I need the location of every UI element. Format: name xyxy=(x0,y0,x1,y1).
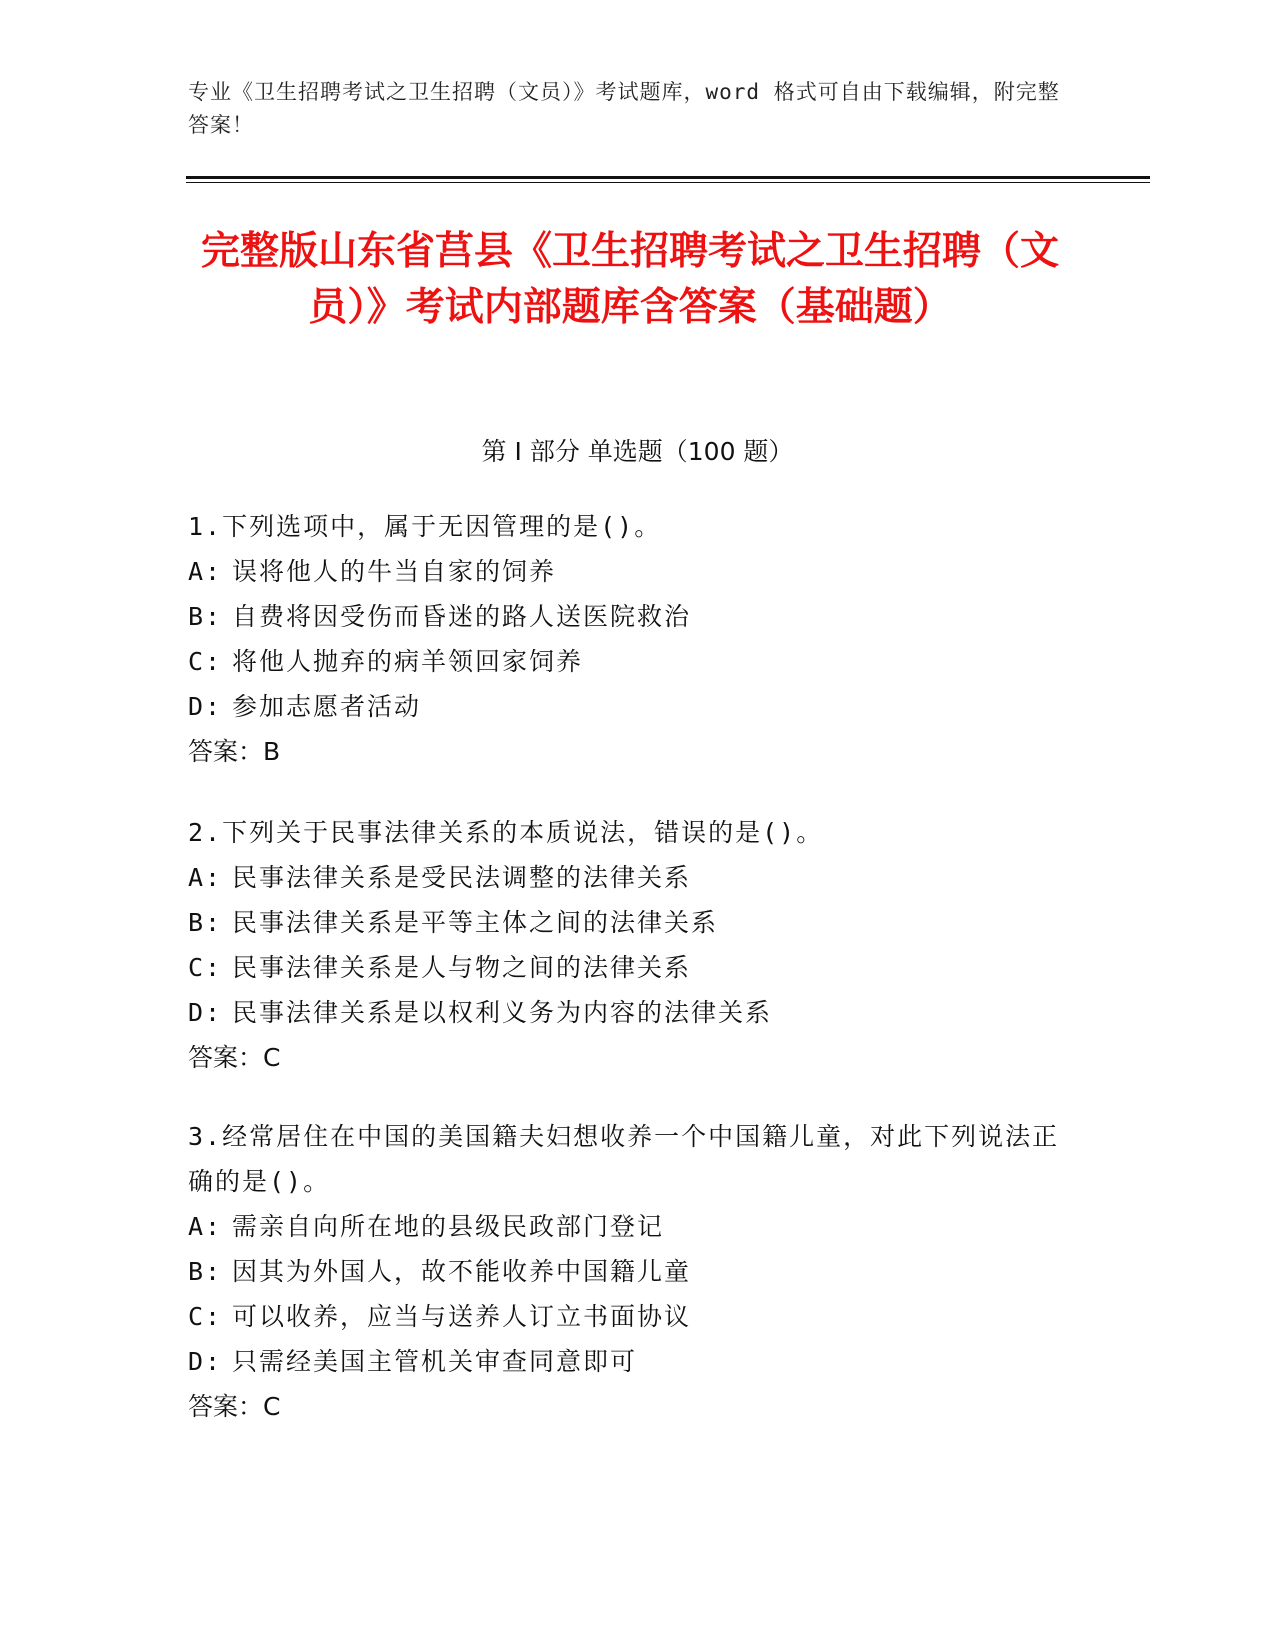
question-1 xyxy=(188,504,1068,774)
option-b xyxy=(188,594,1068,639)
option-text: 因其为外国人，故不能收养中国籍儿童 xyxy=(232,1257,692,1286)
option-text: 将他人抛弃的病羊领回家饲养 xyxy=(232,647,584,676)
option-c xyxy=(188,945,1068,990)
answer-line: 答案：C xyxy=(188,1392,281,1421)
option-d xyxy=(188,684,1068,729)
option-a xyxy=(188,855,1068,900)
option-text: 民事法律关系是受民法调整的法律关系 xyxy=(232,863,692,892)
option-label: A: xyxy=(188,863,223,892)
answer-line: 答案：C xyxy=(188,1043,281,1072)
header-note: 专业《卫生招聘考试之卫生招聘（文员）》考试题库，word 格式可自由下载编辑，附完整答案！ xyxy=(188,80,1060,137)
option-text: 自费将因受伤而昏迷的路人送医院救治 xyxy=(232,602,692,631)
option-text: 民事法律关系是以权利义务为内容的法律关系 xyxy=(232,998,773,1027)
option-label: D: xyxy=(188,692,223,721)
option-text: 需亲自向所在地的县级民政部门登记 xyxy=(232,1212,665,1241)
option-b xyxy=(188,900,1068,945)
option-label: B: xyxy=(188,602,223,631)
option-label: C: xyxy=(188,1302,223,1331)
question-stem: 2.下列关于民事法律关系的本质说法，错误的是()。 xyxy=(188,818,824,847)
option-label: B: xyxy=(188,1257,223,1286)
option-text: 只需经美国主管机关审查同意即可 xyxy=(232,1347,638,1376)
option-text: 民事法律关系是人与物之间的法律关系 xyxy=(232,953,692,982)
option-b xyxy=(188,1249,1068,1294)
option-text: 参加志愿者活动 xyxy=(232,692,422,721)
option-label: D: xyxy=(188,1347,223,1376)
option-text: 可以收养，应当与送养人订立书面协议 xyxy=(232,1302,692,1331)
option-d xyxy=(188,990,1068,1035)
option-text: 民事法律关系是平等主体之间的法律关系 xyxy=(232,908,719,937)
option-label: A: xyxy=(188,557,223,586)
option-a xyxy=(188,1204,1068,1249)
option-label: C: xyxy=(188,647,223,676)
option-c xyxy=(188,639,1068,684)
option-label: D: xyxy=(188,998,223,1027)
option-label: C: xyxy=(188,953,223,982)
question-stem: 1.下列选项中，属于无因管理的是()。 xyxy=(188,512,662,541)
question-stem: 3.经常居住在中国的美国籍夫妇想收养一个中国籍儿童，对此下列说法正确的是()。 xyxy=(188,1122,1060,1196)
question-2 xyxy=(188,810,1068,1080)
document-title: 完整版山东省莒县《卫生招聘考试之卫生招聘（文员）》考试内部题库含答案（基础题） xyxy=(200,229,1059,330)
option-d xyxy=(188,1339,1068,1384)
option-text: 误将他人的牛当自家的饲养 xyxy=(232,557,557,586)
answer-line: 答案：B xyxy=(188,737,281,766)
question-3 xyxy=(188,1114,1068,1429)
option-label: A: xyxy=(188,1212,223,1241)
header-divider-thin xyxy=(186,182,1150,183)
option-label: B: xyxy=(188,908,223,937)
option-a xyxy=(188,549,1068,594)
option-c xyxy=(188,1294,1068,1339)
header-divider-thick xyxy=(186,176,1150,179)
section-heading: 第 I 部分 单选题（100 题） xyxy=(481,437,794,466)
